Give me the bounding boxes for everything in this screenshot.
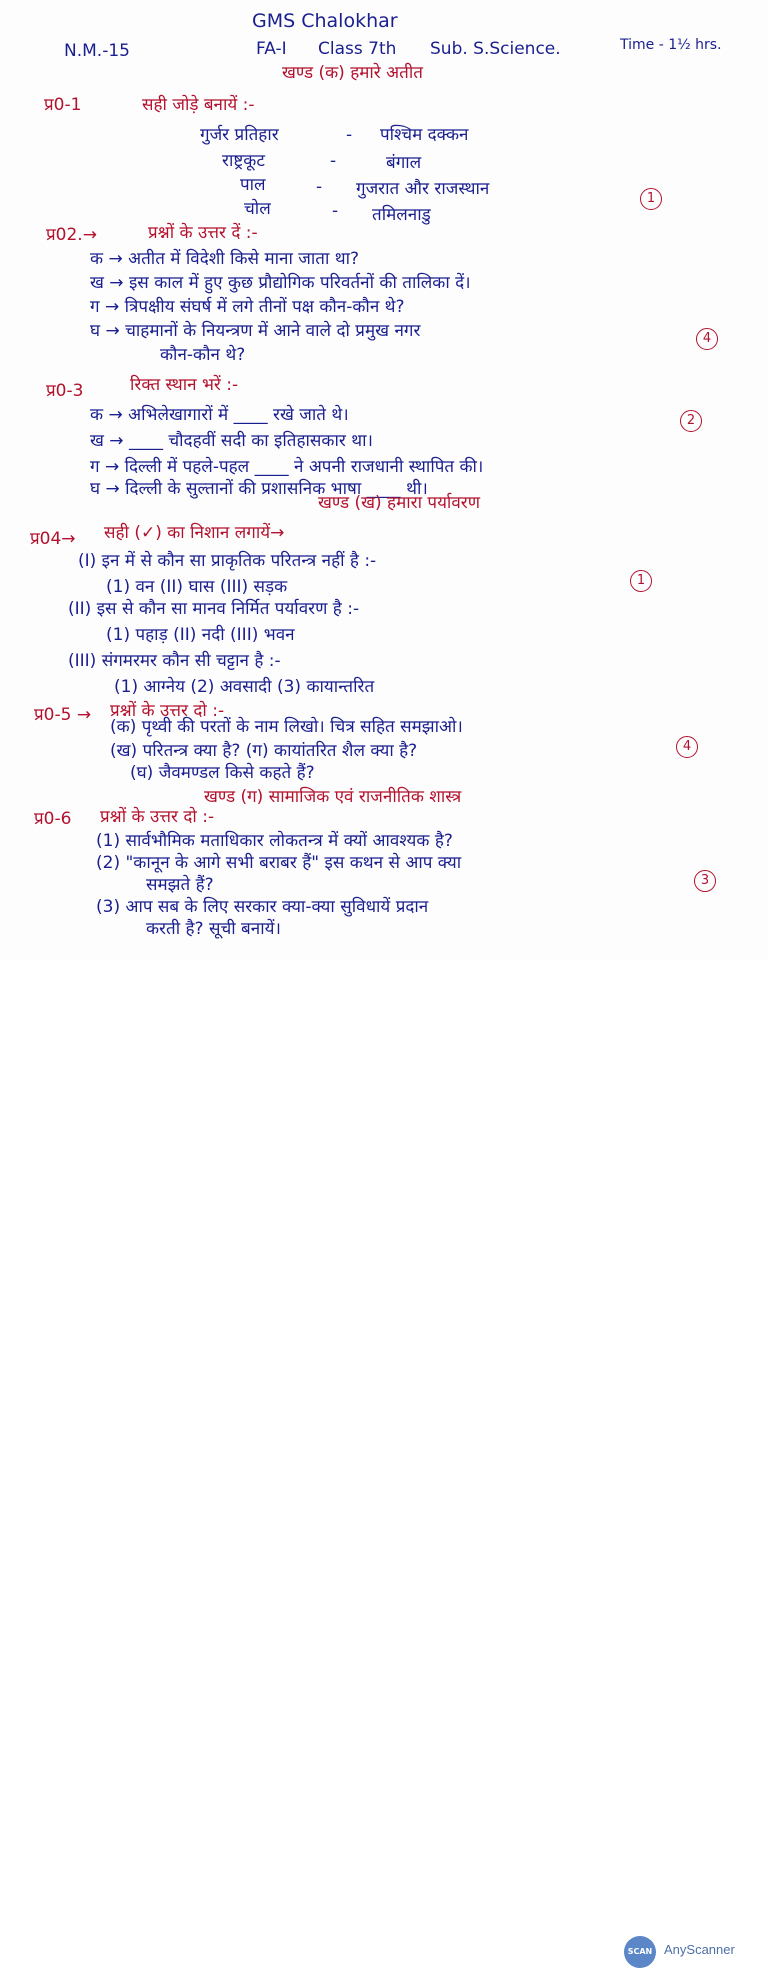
q3-item-2: ख → ____ चौदहवीं सदी का इतिहासकार था। bbox=[90, 431, 373, 451]
q4-item-4: (1) पहाड़ (II) नदी (III) भवन bbox=[106, 625, 295, 645]
q1-left-2: राष्ट्रकूट bbox=[222, 151, 265, 171]
q5-label: प्र0-5 → bbox=[34, 705, 92, 725]
q4-item-6: (1) आग्नेय (2) अवसादी (3) कायान्तरित bbox=[114, 677, 375, 697]
section-c-title: खण्ड (ग) सामाजिक एवं राजनीतिक शास्त्र bbox=[204, 787, 462, 807]
q1-right-2: बंगाल bbox=[386, 153, 422, 173]
q1-left-4: चोल bbox=[244, 199, 271, 219]
q5-item-2: (ख) परितन्त्र क्या है? (ग) कायांतरित शैल क्या है? bbox=[110, 741, 418, 761]
q2-item-5: कौन-कौन थे? bbox=[160, 345, 246, 365]
q5-item-3: (घ) जैवमण्डल किसे कहते हैं? bbox=[130, 763, 315, 783]
scanner-logo: SCAN bbox=[624, 1936, 656, 1968]
school-name: GMS Chalokhar bbox=[252, 10, 398, 32]
q1-right-1: पश्चिम दक्कन bbox=[380, 125, 469, 145]
q2-text: प्रश्नों के उत्तर दें :- bbox=[148, 223, 258, 243]
time-label: Time - 1½ hrs. bbox=[620, 37, 722, 53]
q3-item-1: क → अभिलेखागारों में ____ रखे जाते थे। bbox=[90, 405, 349, 425]
q4-label: प्र04→ bbox=[30, 529, 76, 549]
q3-marks: 2 bbox=[680, 410, 702, 432]
subject-label: Sub. S.Science. bbox=[430, 39, 561, 59]
q6-item-4: (3) आप सब के लिए सरकार क्या-क्या सुविधायें प्रदान bbox=[96, 897, 429, 917]
q5-marks: 4 bbox=[676, 736, 698, 758]
q3-item-3: ग → दिल्ली में पहले-पहल ____ ने अपनी राजधानी स्थापित की। bbox=[90, 457, 484, 477]
q6-item-3: समझते हैं? bbox=[146, 875, 214, 895]
q6-item-1: (1) सार्वभौमिक मताधिकार लोकतन्त्र में क्यों आवश्यक है? bbox=[96, 831, 453, 851]
q1-label: प्र0-1 bbox=[44, 95, 82, 115]
q3-label: प्र0-3 bbox=[46, 381, 84, 401]
q2-item-1: क → अतीत में विदेशी किसे माना जाता था? bbox=[90, 249, 360, 269]
q4-item-1: (I) इन में से कौन सा प्राकृतिक परितन्त्र नहीं है :- bbox=[78, 551, 377, 571]
q6-item-5: करती है? सूची बनायें। bbox=[146, 919, 281, 939]
q1-marks: 1 bbox=[640, 188, 662, 210]
q1-left-3: पाल bbox=[240, 175, 266, 195]
q1-right-4: तमिलनाडु bbox=[372, 205, 431, 225]
q1-dash-4: - bbox=[332, 201, 339, 221]
q1-text: सही जोड़े बनायें :- bbox=[142, 95, 255, 115]
q1-right-3: गुजरात और राजस्थान bbox=[356, 179, 490, 199]
scanner-brand: AnyScanner bbox=[664, 1942, 735, 1957]
q4-marks: 1 bbox=[630, 570, 652, 592]
q3-item-4: घ → दिल्ली के सुल्तानों की प्रशासनिक भाषा ____ थी। bbox=[90, 479, 428, 499]
q4-item-3: (II) इस से कौन सा मानव निर्मित पर्यावरण है :- bbox=[68, 599, 360, 619]
q6-label: प्र0-6 bbox=[34, 809, 72, 829]
q6-item-2: (2) "कानून के आगे सभी बराबर हैं" इस कथन से आप क्या bbox=[96, 853, 462, 873]
q2-item-4: घ → चाहमानों के नियन्त्रण में आने वाले दो प्रमुख नगर bbox=[90, 321, 421, 341]
q4-text: सही (✓) का निशान लगायें→ bbox=[104, 523, 285, 543]
max-marks: N.M.-15 bbox=[64, 41, 130, 61]
exam-name: FA-I bbox=[256, 39, 287, 59]
q1-dash-2: - bbox=[330, 151, 337, 171]
q5-item-1: (क) पृथ्वी की परतों के नाम लिखो। चित्र सहित समझाओ। bbox=[110, 717, 463, 737]
q2-item-3: ग → त्रिपक्षीय संघर्ष में लगे तीनों पक्ष कौन-कौन थे? bbox=[90, 297, 405, 317]
section-b-title: खण्ड (ख) हमारा पर्यावरण bbox=[318, 493, 481, 513]
q3-text: रिक्त स्थान भरें :- bbox=[130, 375, 239, 395]
q6-marks: 3 bbox=[694, 870, 716, 892]
q4-item-2: (1) वन (II) घास (III) सड़क bbox=[106, 577, 288, 597]
answer-sheet bbox=[0, 0, 768, 960]
scanner-footer bbox=[0, 960, 768, 1957]
q2-label: प्र02.→ bbox=[46, 225, 97, 245]
class-label: Class 7th bbox=[318, 39, 397, 59]
q1-left-1: गुर्जर प्रतिहार bbox=[200, 125, 279, 145]
section-a-title: खण्ड (क) हमारे अतीत bbox=[282, 63, 423, 83]
q6-text: प्रश्नों के उत्तर दो :- bbox=[100, 807, 215, 827]
q1-dash-3: - bbox=[316, 177, 323, 197]
q2-item-2: ख → इस काल में हुए कुछ प्रौद्योगिक परिवर्तनों की तालिका दें। bbox=[90, 273, 471, 293]
q1-dash-1: - bbox=[346, 125, 353, 145]
q4-item-5: (III) संगमरमर कौन सी चट्टान है :- bbox=[68, 651, 281, 671]
q2-marks: 4 bbox=[696, 328, 718, 350]
q5-text: प्रश्नों के उत्तर दो :- bbox=[110, 701, 225, 721]
